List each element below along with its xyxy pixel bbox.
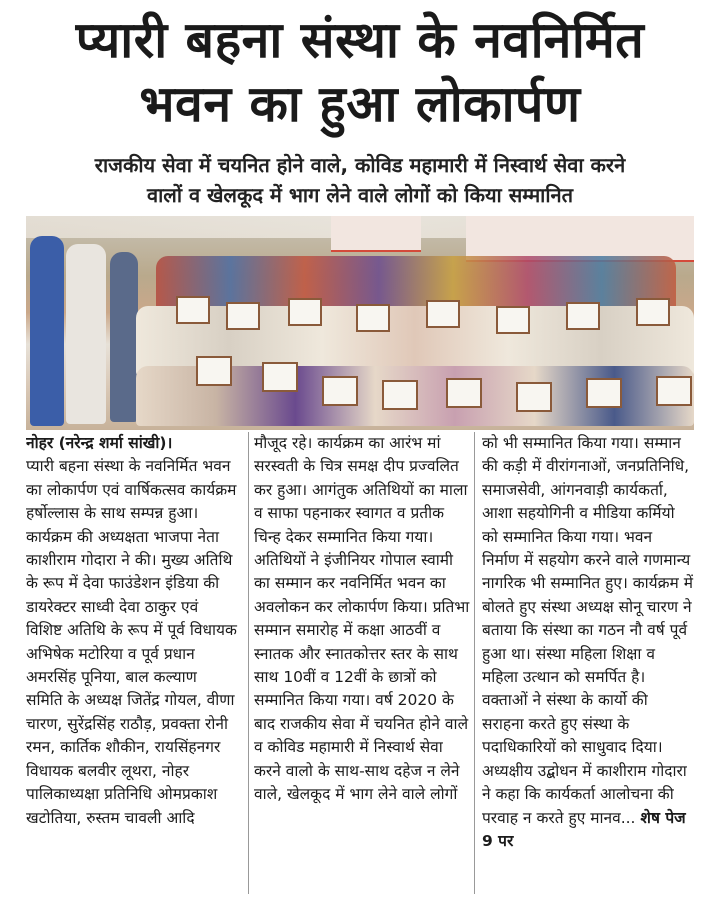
column-3-text: को भी सम्मानित किया गया। सम्मान की कड़ी में वीरांगनाओं, जनप्रतिनिधि, समाजसेवी, आंगनवाड़ी कार्यकर्ता, आशा सहयोगिनी व मीडिया कर्मियो को सम्मानित किया गया। भवन निर्माण में सहयोग करने वाले गणमान्य नागरिक भी सम्मानित हुए। कार्यक्रम में बोलते हुए संस्था अध्यक्ष सोनू चारण ने बताया कि संस्था का गठन नौ वर्ष पूर्व हुआ था। संस्था महिला शिक्षा व महिला उत्थान को समर्पित है। वक्ताओं ने संस्था के कार्यो की सराहना करते हुए संस्था के पदाधिकारियों को साधुवाद दिया। अध्यक्षीय उद्बोधन में काशीराम गोदारा ने कहा कि कार्यकर्ता आलोचना की परवाह न करते हुए मानव...: [482, 434, 694, 827]
article-column-2: [254, 432, 470, 894]
person-figure: [30, 236, 64, 426]
article-column-1: [26, 432, 238, 894]
column-2-text: मौजूद रहे। कार्यक्रम का आरंभ मां सरस्वती के चित्र समक्ष दीप प्रज्वलित कर हुआ। आगंतुक अतिथियों का माला व साफा पहनाकर स्वागत व प्रतीक चिन्ह देकर सम्मानित किया गया। अतिथियों ने इंजीनियर गोपाल स्वामी का सम्मान कर नवनिर्मित भवन का अवलोकन कर लोकार्पण किया। प्रतिभा सम्मान समारोह में कक्षा आठवीं व स्नातक और स्नातकोत्तर स्तर के साथ साथ 10वीं व 12वीं के छात्रों को सम्मानित किया गया। वर्ष 2020 के बाद राजकीय सेवा में चयनित होने वाले व कोविड महामारी में निस्वार्थ सेवा करने वालो के साथ-साथ दहेज न लेने वाले, खेलकूद में भाग लेने वाले लोगों: [254, 434, 470, 804]
certificate: [176, 296, 210, 324]
certificate: [262, 362, 298, 392]
certificate: [656, 376, 692, 406]
certificate: [322, 376, 358, 406]
certificate: [426, 300, 460, 328]
certificate: [288, 298, 322, 326]
headline-line-2: भवन का हुआ लोकार्पण: [139, 75, 581, 133]
continuation-note: शेष पेज 9 पर: [482, 808, 686, 850]
event-photo: [26, 216, 694, 430]
certificate: [196, 356, 232, 386]
headline: [0, 8, 720, 136]
certificate: [516, 382, 552, 412]
certificate: [566, 302, 600, 330]
subheadline-line-2: वालों व खेलकूद में भाग लेने वाले लोगों को किया सम्मानित: [146, 183, 574, 207]
certificate: [586, 378, 622, 408]
headline-line-1: प्यारी बहना संस्था के नवनिर्मित: [75, 11, 645, 69]
person-figure: [110, 252, 138, 422]
byline: नोहर (नरेन्द्र शर्मा सांखी)।: [26, 434, 173, 452]
subheadline-line-1: राजकीय सेवा में चयनित होने वाले, कोविड महामारी में निस्वार्थ सेवा करने: [94, 153, 626, 177]
person-figure: [66, 244, 106, 424]
article-column-3: [482, 432, 694, 894]
certificate: [382, 380, 418, 410]
side-banner: [331, 216, 421, 252]
certificate: [356, 304, 390, 332]
certificate: [446, 378, 482, 408]
column-1-text: प्यारी बहना संस्था के नवनिर्मित भवन का लोकार्पण एवं वार्षिकत्सव कार्यक्रम हर्षोल्लास के साथ सम्पन्न हुआ। कार्यक्रम की अध्यक्षता भाजपा नेता काशीराम गोदारा ने की। मुख्य अतिथि के रूप में देवा फाउंडेशन इंडिया की डायरेक्टर साध्वी देवा ठाकुर एवं विशिष्ट अतिथि के रूप में पूर्व विधायक अभिषेक मटोरिया व पूर्व प्रधान अमरसिंह पूनिया, बाल कल्याण समिति के अध्यक्ष जितेंद्र गोयल, वीणा चारण, सुरेंद्रसिंह राठौड़, प्रवक्ता रोनी रमन, कार्तिक शौकीन, रायसिंहनगर विधायक बलवीर लूथरा, नोहर पालिकाध्यक्षा प्रतिनिधि ओमप्रकाश खटोतिया, रुस्तम चावली आदि: [26, 457, 237, 827]
certificate: [636, 298, 670, 326]
article-body: [26, 432, 694, 894]
certificate: [496, 306, 530, 334]
subheadline: [0, 150, 720, 210]
certificate: [226, 302, 260, 330]
